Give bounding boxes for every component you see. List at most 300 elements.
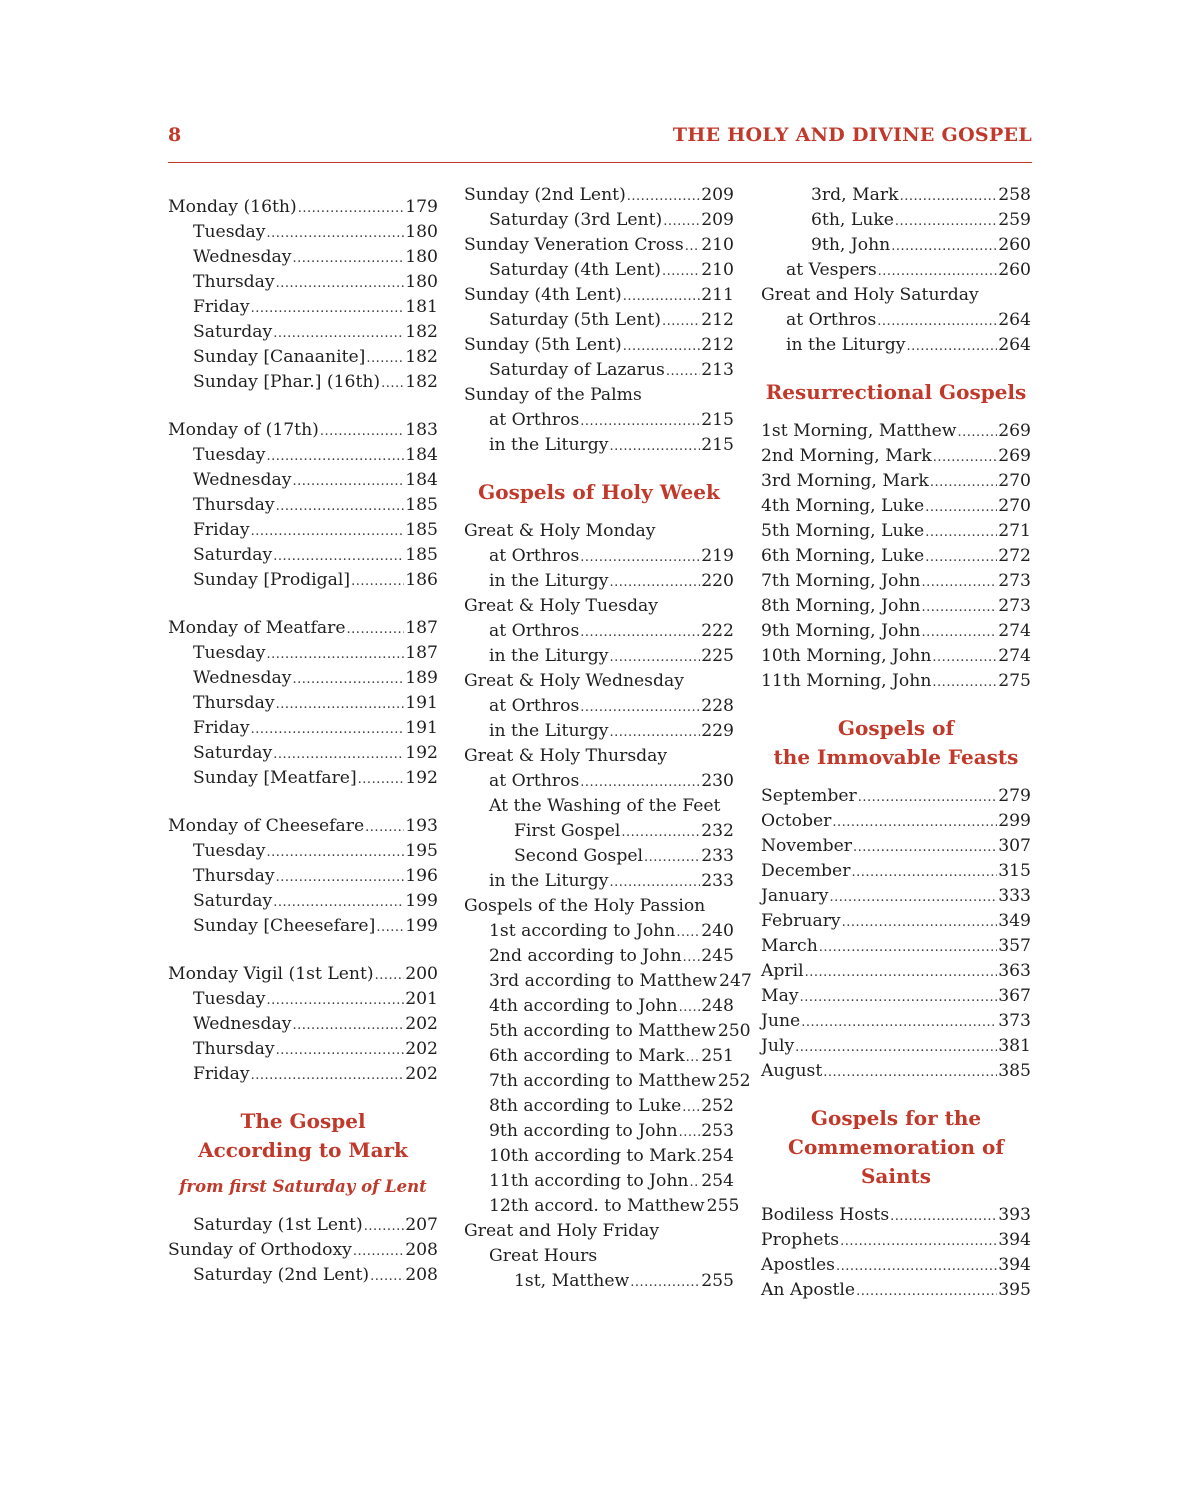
toc-column-2 <box>464 183 752 1294</box>
toc-entry-page: 210 <box>701 260 734 280</box>
toc-entry <box>168 1213 438 1238</box>
toc-entry-label: Thursday <box>193 866 275 886</box>
toc-entry <box>464 744 734 769</box>
toc-entry <box>168 518 438 543</box>
dot-leader <box>623 284 701 309</box>
toc-entry <box>464 258 734 283</box>
toc-entry <box>464 408 734 433</box>
dot-leader <box>666 359 700 384</box>
toc-entry <box>464 944 734 969</box>
toc-entry-label: 9th, John <box>811 235 891 255</box>
dot-leader <box>366 346 404 371</box>
toc-entry <box>761 1228 1031 1253</box>
toc-group <box>761 784 1031 1084</box>
toc-group <box>761 183 1031 358</box>
dot-leader <box>795 1035 997 1060</box>
toc-entry-page: 180 <box>405 272 438 292</box>
toc-entry-page: 201 <box>405 989 438 1009</box>
toc-entry-label: in the Liturgy <box>489 646 609 666</box>
toc-entry-label: 3rd, Mark <box>811 185 899 205</box>
toc-entry <box>464 1069 751 1094</box>
toc-entry <box>761 909 1031 934</box>
toc-entry-label: in the Liturgy <box>489 871 609 891</box>
toc-entry-page: 233 <box>701 846 734 866</box>
toc-entry-page: 393 <box>998 1205 1031 1225</box>
toc-entry-label: Tuesday <box>193 222 266 242</box>
toc-entry <box>464 333 734 358</box>
toc-entry-label: Great & Holy Thursday <box>464 746 668 766</box>
toc-entry <box>761 494 1031 519</box>
dot-leader <box>276 865 405 890</box>
toc-entry-page: 299 <box>998 811 1031 831</box>
dot-leader <box>609 720 700 745</box>
toc-entry-label: Saturday (1st Lent) <box>193 1215 363 1235</box>
heading-line: Commemoration of <box>788 1135 1004 1159</box>
toc-entry-label: Gospels of the Holy Passion <box>464 896 706 916</box>
toc-entry-label: September <box>761 786 857 806</box>
toc-group <box>168 195 438 395</box>
toc-entry-label: Friday <box>193 1064 250 1084</box>
toc-entry-page: 232 <box>701 821 734 841</box>
toc-entry-page: 213 <box>701 360 734 380</box>
toc-entry <box>761 884 1031 909</box>
toc-entry <box>761 444 1031 469</box>
dot-leader <box>906 334 997 359</box>
dot-leader <box>682 1095 700 1120</box>
toc-entry <box>464 1194 740 1219</box>
toc-entry <box>168 468 438 493</box>
dot-leader <box>697 1145 701 1170</box>
toc-entry-page: 184 <box>405 470 438 490</box>
toc-entry <box>761 809 1031 834</box>
toc-entry <box>168 568 438 593</box>
toc-entry <box>168 616 438 641</box>
toc-entry-page: 202 <box>405 1014 438 1034</box>
toc-entry-label: in the Liturgy <box>489 435 609 455</box>
toc-entry <box>464 1019 751 1044</box>
toc-entry-label: 11th according to John <box>489 1171 689 1191</box>
toc-entry-page: 269 <box>998 446 1031 466</box>
toc-entry <box>761 619 1031 644</box>
toc-entry-label: July <box>761 1036 795 1056</box>
toc-entry <box>464 358 734 383</box>
dot-leader <box>663 209 700 234</box>
toc-entry-label: March <box>761 936 818 956</box>
toc-group <box>168 616 438 791</box>
dot-leader <box>662 309 700 334</box>
toc-entry <box>464 208 734 233</box>
heading-line: Gospels of <box>837 716 955 740</box>
toc-entry-label: Sunday [Prodigal] <box>193 570 351 590</box>
toc-entry-page: 187 <box>405 618 438 638</box>
dot-leader <box>251 519 405 544</box>
dot-leader <box>900 184 998 209</box>
dot-leader <box>957 420 997 445</box>
toc-entry-page: 255 <box>706 1196 740 1216</box>
dot-leader <box>805 960 998 985</box>
running-title: THE HOLY AND DIVINE GOSPEL <box>672 124 1032 146</box>
toc-entry <box>168 716 438 741</box>
toc-entry-label: Apostles <box>761 1255 835 1275</box>
toc-entry-label: 10th Morning, John <box>761 646 932 666</box>
toc-entry-page: 274 <box>998 621 1031 641</box>
toc-entry <box>761 1034 1031 1059</box>
dot-leader <box>690 1170 701 1195</box>
dot-leader <box>925 545 997 570</box>
toc-entry-label: Monday (16th) <box>168 197 297 217</box>
toc-entry <box>761 834 1031 859</box>
toc-entry-label: Sunday [Cheesefare] <box>193 916 376 936</box>
toc-entry-page: 373 <box>998 1011 1031 1031</box>
toc-entry-label: Thursday <box>193 272 275 292</box>
toc-entry-label: 2nd according to John <box>489 946 682 966</box>
toc-entry-page: 183 <box>405 420 438 440</box>
toc-entry-page: 233 <box>701 871 734 891</box>
toc-entry-page: 219 <box>701 546 734 566</box>
toc-entry <box>168 320 438 345</box>
toc-entry <box>464 308 734 333</box>
toc-entry-page: 275 <box>998 671 1031 691</box>
toc-entry-page: 245 <box>701 946 734 966</box>
toc-entry-page: 225 <box>701 646 734 666</box>
dot-leader <box>364 1214 404 1239</box>
toc-entry-label: Sunday (5th Lent) <box>464 335 622 355</box>
toc-entry <box>464 844 734 869</box>
toc-entry-page: 200 <box>405 964 438 984</box>
toc-entry <box>464 594 734 619</box>
dot-leader <box>930 470 997 495</box>
toc-entry-page: 252 <box>717 1071 751 1091</box>
toc-entry-label: Second Gospel <box>514 846 644 866</box>
dot-leader <box>251 296 405 321</box>
toc-entry-label: Friday <box>193 297 250 317</box>
dot-leader <box>267 840 405 865</box>
toc-entry <box>464 794 734 819</box>
dot-leader <box>292 667 404 692</box>
heading-line: the Immovable Feasts <box>773 745 1019 769</box>
toc-entry-label: May <box>761 986 799 1006</box>
toc-entry-page: 182 <box>405 372 438 392</box>
toc-entry-page: 363 <box>998 961 1031 981</box>
dot-leader <box>292 1013 404 1038</box>
toc-entry <box>761 233 1031 258</box>
toc-entry-label: 2nd Morning, Mark <box>761 446 932 466</box>
dot-leader <box>853 835 997 860</box>
dot-leader <box>298 196 404 221</box>
toc-entry-label: in the Liturgy <box>786 335 906 355</box>
dot-leader <box>823 1060 997 1085</box>
toc-entry <box>168 1037 438 1062</box>
dot-leader <box>895 209 997 234</box>
toc-entry-label: Saturday <box>193 891 273 911</box>
toc-entry-page: 270 <box>998 471 1031 491</box>
toc-entry <box>464 1169 734 1194</box>
toc-entry-label: Bodiless Hosts <box>761 1205 890 1225</box>
toc-group <box>761 1203 1031 1303</box>
toc-entry <box>464 183 734 208</box>
toc-entry-label: Tuesday <box>193 841 266 861</box>
toc-entry <box>168 864 438 889</box>
toc-entry <box>761 859 1031 884</box>
toc-entry-label: Monday of (17th) <box>168 420 319 440</box>
toc-entry <box>761 784 1031 809</box>
toc-entry <box>168 962 438 987</box>
dot-leader <box>858 785 997 810</box>
toc-entry-label: Great & Holy Tuesday <box>464 596 658 616</box>
toc-entry-label: Great and Holy Friday <box>464 1221 660 1241</box>
toc-entry-page: 357 <box>998 936 1031 956</box>
toc-entry-page: 260 <box>998 235 1031 255</box>
toc-entry <box>761 1009 1031 1034</box>
toc-entry <box>464 569 734 594</box>
toc-entry-label: in the Liturgy <box>489 571 609 591</box>
toc-entry <box>464 869 734 894</box>
toc-entry-page: 381 <box>998 1036 1031 1056</box>
dot-leader <box>580 545 700 570</box>
toc-entry-page: 251 <box>701 1046 734 1066</box>
toc-entry-label: Sunday of Orthodoxy <box>168 1240 352 1260</box>
toc-entry-page: 208 <box>405 1265 438 1285</box>
toc-entry-page: 349 <box>998 911 1031 931</box>
toc-entry-label: at Orthros <box>489 621 580 641</box>
toc-entry <box>168 370 438 395</box>
dot-leader <box>375 963 405 988</box>
toc-entry-label: Monday of Cheesefare <box>168 816 365 836</box>
toc-entry-page: 182 <box>405 347 438 367</box>
toc-entry <box>761 308 1031 333</box>
toc-entry-page: 209 <box>701 185 734 205</box>
toc-entry-label: 4th Morning, Luke <box>761 496 925 516</box>
toc-entry <box>168 987 438 1012</box>
toc-entry <box>168 1263 438 1288</box>
toc-entry-page: 215 <box>701 410 734 430</box>
toc-entry-page: 315 <box>998 861 1031 881</box>
heading-line: Gospels for the <box>810 1106 982 1130</box>
toc-entry-label: At the Washing of the Feet <box>489 796 721 816</box>
toc-entry-page: 215 <box>701 435 734 455</box>
dot-leader <box>676 920 700 945</box>
toc-entry <box>464 1044 734 1069</box>
dot-leader <box>921 570 997 595</box>
toc-entry <box>464 1119 734 1144</box>
dot-leader <box>679 995 701 1020</box>
dot-leader <box>609 434 700 459</box>
toc-entry-label: Monday Vigil (1st Lent) <box>168 964 374 984</box>
toc-column-1 <box>168 183 438 1288</box>
dot-leader <box>292 469 404 494</box>
dot-leader <box>381 371 404 396</box>
toc-entry-label: at Orthros <box>786 310 877 330</box>
dot-leader <box>819 935 997 960</box>
toc-entry <box>464 1094 734 1119</box>
toc-entry-label: Thursday <box>193 1039 275 1059</box>
dot-leader <box>829 885 997 910</box>
toc-entry <box>168 220 438 245</box>
toc-entry-page: 209 <box>701 210 734 230</box>
dot-leader <box>273 321 404 346</box>
dot-leader <box>292 246 404 271</box>
toc-entry-label: 9th Morning, John <box>761 621 921 641</box>
dot-leader <box>609 645 700 670</box>
toc-group <box>168 418 438 593</box>
dot-leader <box>856 1279 997 1304</box>
toc-entry-page: 254 <box>701 1171 734 1191</box>
toc-entry-page: 211 <box>701 285 734 305</box>
toc-entry-page: 229 <box>701 721 734 741</box>
toc-entry-label: 3rd Morning, Mark <box>761 471 929 491</box>
toc-entry <box>761 984 1031 1009</box>
toc-entry-label: Wednesday <box>193 470 292 490</box>
dot-leader <box>832 810 997 835</box>
toc-entry-page: 202 <box>405 1064 438 1084</box>
toc-entry <box>761 333 1031 358</box>
toc-entry-label: Great Hours <box>489 1246 598 1266</box>
toc-entry <box>464 1144 734 1169</box>
toc-entry <box>464 283 734 308</box>
page-header <box>168 122 1032 163</box>
dot-leader <box>580 770 700 795</box>
toc-entry <box>761 208 1031 233</box>
toc-entry-page: 185 <box>405 495 438 515</box>
toc-entry-label: 4th according to John <box>489 996 678 1016</box>
toc-entry-page: 260 <box>998 260 1031 280</box>
toc-entry-page: 191 <box>405 718 438 738</box>
toc-entry-page: 179 <box>405 197 438 217</box>
toc-entry-page: 192 <box>405 743 438 763</box>
toc-entry <box>464 383 734 408</box>
toc-entry-page: 247 <box>719 971 752 991</box>
toc-entry <box>761 183 1031 208</box>
dot-leader <box>891 234 997 259</box>
toc-entry-page: 210 <box>701 235 734 255</box>
toc-entry-page: 220 <box>701 571 734 591</box>
toc-entry <box>464 994 734 1019</box>
dot-leader <box>890 1204 997 1229</box>
toc-entry-page: 187 <box>405 643 438 663</box>
toc-group <box>168 962 438 1087</box>
toc-entry-page: 248 <box>701 996 734 1016</box>
toc-entry <box>168 839 438 864</box>
section-heading-saints <box>761 1104 1031 1191</box>
toc-entry-label: Wednesday <box>193 1014 292 1034</box>
toc-entry <box>168 443 438 468</box>
toc-entry-page: 394 <box>998 1255 1031 1275</box>
dot-leader <box>644 845 700 870</box>
toc-entry-label: 10th according to Mark <box>489 1146 696 1166</box>
toc-entry <box>168 493 438 518</box>
dot-leader <box>627 184 700 209</box>
toc-entry <box>464 894 734 919</box>
dot-leader <box>251 717 405 742</box>
dot-leader <box>878 259 998 284</box>
toc-entry-label: Saturday (5th Lent) <box>489 310 661 330</box>
dot-leader <box>376 915 404 940</box>
toc-entry-page: 264 <box>998 310 1031 330</box>
toc-entry-label: Sunday Veneration Cross <box>464 235 684 255</box>
toc-entry <box>464 819 734 844</box>
toc-entry <box>761 283 1031 308</box>
dot-leader <box>877 309 997 334</box>
toc-entry <box>464 669 734 694</box>
toc-entry-label: Saturday of Lazarus <box>489 360 665 380</box>
toc-entry-label: 12th accord. to Matthew <box>489 1196 705 1216</box>
toc-entry-label: Wednesday <box>193 668 292 688</box>
toc-entry <box>464 619 734 644</box>
toc-entry-page: 385 <box>998 1061 1031 1081</box>
toc-entry-label: Thursday <box>193 693 275 713</box>
dot-leader <box>921 595 997 620</box>
toc-entry <box>464 519 734 544</box>
toc-entry <box>168 1238 438 1263</box>
toc-entry-page: 208 <box>405 1240 438 1260</box>
toc-entry-page: 195 <box>405 841 438 861</box>
dot-leader <box>925 520 997 545</box>
toc-entry-label: January <box>761 886 829 906</box>
toc-entry <box>168 270 438 295</box>
toc-entry-label: Saturday <box>193 322 273 342</box>
toc-entry-page: 186 <box>405 570 438 590</box>
dot-leader <box>267 444 405 469</box>
toc-group <box>464 519 752 1294</box>
dot-leader <box>580 695 700 720</box>
toc-entry-label: 8th according to Luke <box>489 1096 682 1116</box>
toc-entry-label: Thursday <box>193 495 275 515</box>
toc-entry-page: 189 <box>405 668 438 688</box>
toc-entry-label: Tuesday <box>193 445 266 465</box>
toc-entry <box>168 1062 438 1087</box>
dot-leader <box>683 945 701 970</box>
toc-entry-label: 11th Morning, John <box>761 671 932 691</box>
page-number: 8 <box>168 124 182 146</box>
toc-entry-label: at Orthros <box>489 410 580 430</box>
dot-leader <box>276 1038 405 1063</box>
toc-entry-page: 180 <box>405 247 438 267</box>
toc-entry-page: 254 <box>701 1146 734 1166</box>
heading-line: The Gospel <box>240 1109 366 1133</box>
dot-leader <box>842 910 998 935</box>
toc-entry-page: 212 <box>701 335 734 355</box>
toc-entry-label: Great & Holy Monday <box>464 521 656 541</box>
toc-entry <box>761 669 1031 694</box>
toc-entry-label: Saturday <box>193 545 273 565</box>
toc-entry <box>761 544 1031 569</box>
toc-entry <box>761 469 1031 494</box>
dot-leader <box>933 445 998 470</box>
toc-entry-label: at Orthros <box>489 696 580 716</box>
dot-leader <box>932 645 997 670</box>
dot-leader <box>800 985 998 1010</box>
toc-entry-page: 250 <box>717 1021 751 1041</box>
dot-leader <box>836 1254 997 1279</box>
dot-leader <box>580 409 700 434</box>
toc-entry-label: Sunday [Canaanite] <box>193 347 366 367</box>
dot-leader <box>251 1063 405 1088</box>
dot-leader <box>273 544 404 569</box>
toc-entry-page: 182 <box>405 322 438 342</box>
toc-entry-page: 193 <box>405 816 438 836</box>
toc-entry-label: Saturday (3rd Lent) <box>489 210 663 230</box>
dot-leader <box>365 815 404 840</box>
dot-leader <box>609 570 700 595</box>
toc-entry-label: 9th according to John <box>489 1121 678 1141</box>
toc-entry <box>464 769 734 794</box>
toc-entry-label: Saturday <box>193 743 273 763</box>
toc-entry <box>464 433 734 458</box>
toc-entry <box>168 418 438 443</box>
dot-leader <box>267 642 405 667</box>
dot-leader <box>580 620 700 645</box>
heading-line: Saints <box>860 1164 932 1188</box>
